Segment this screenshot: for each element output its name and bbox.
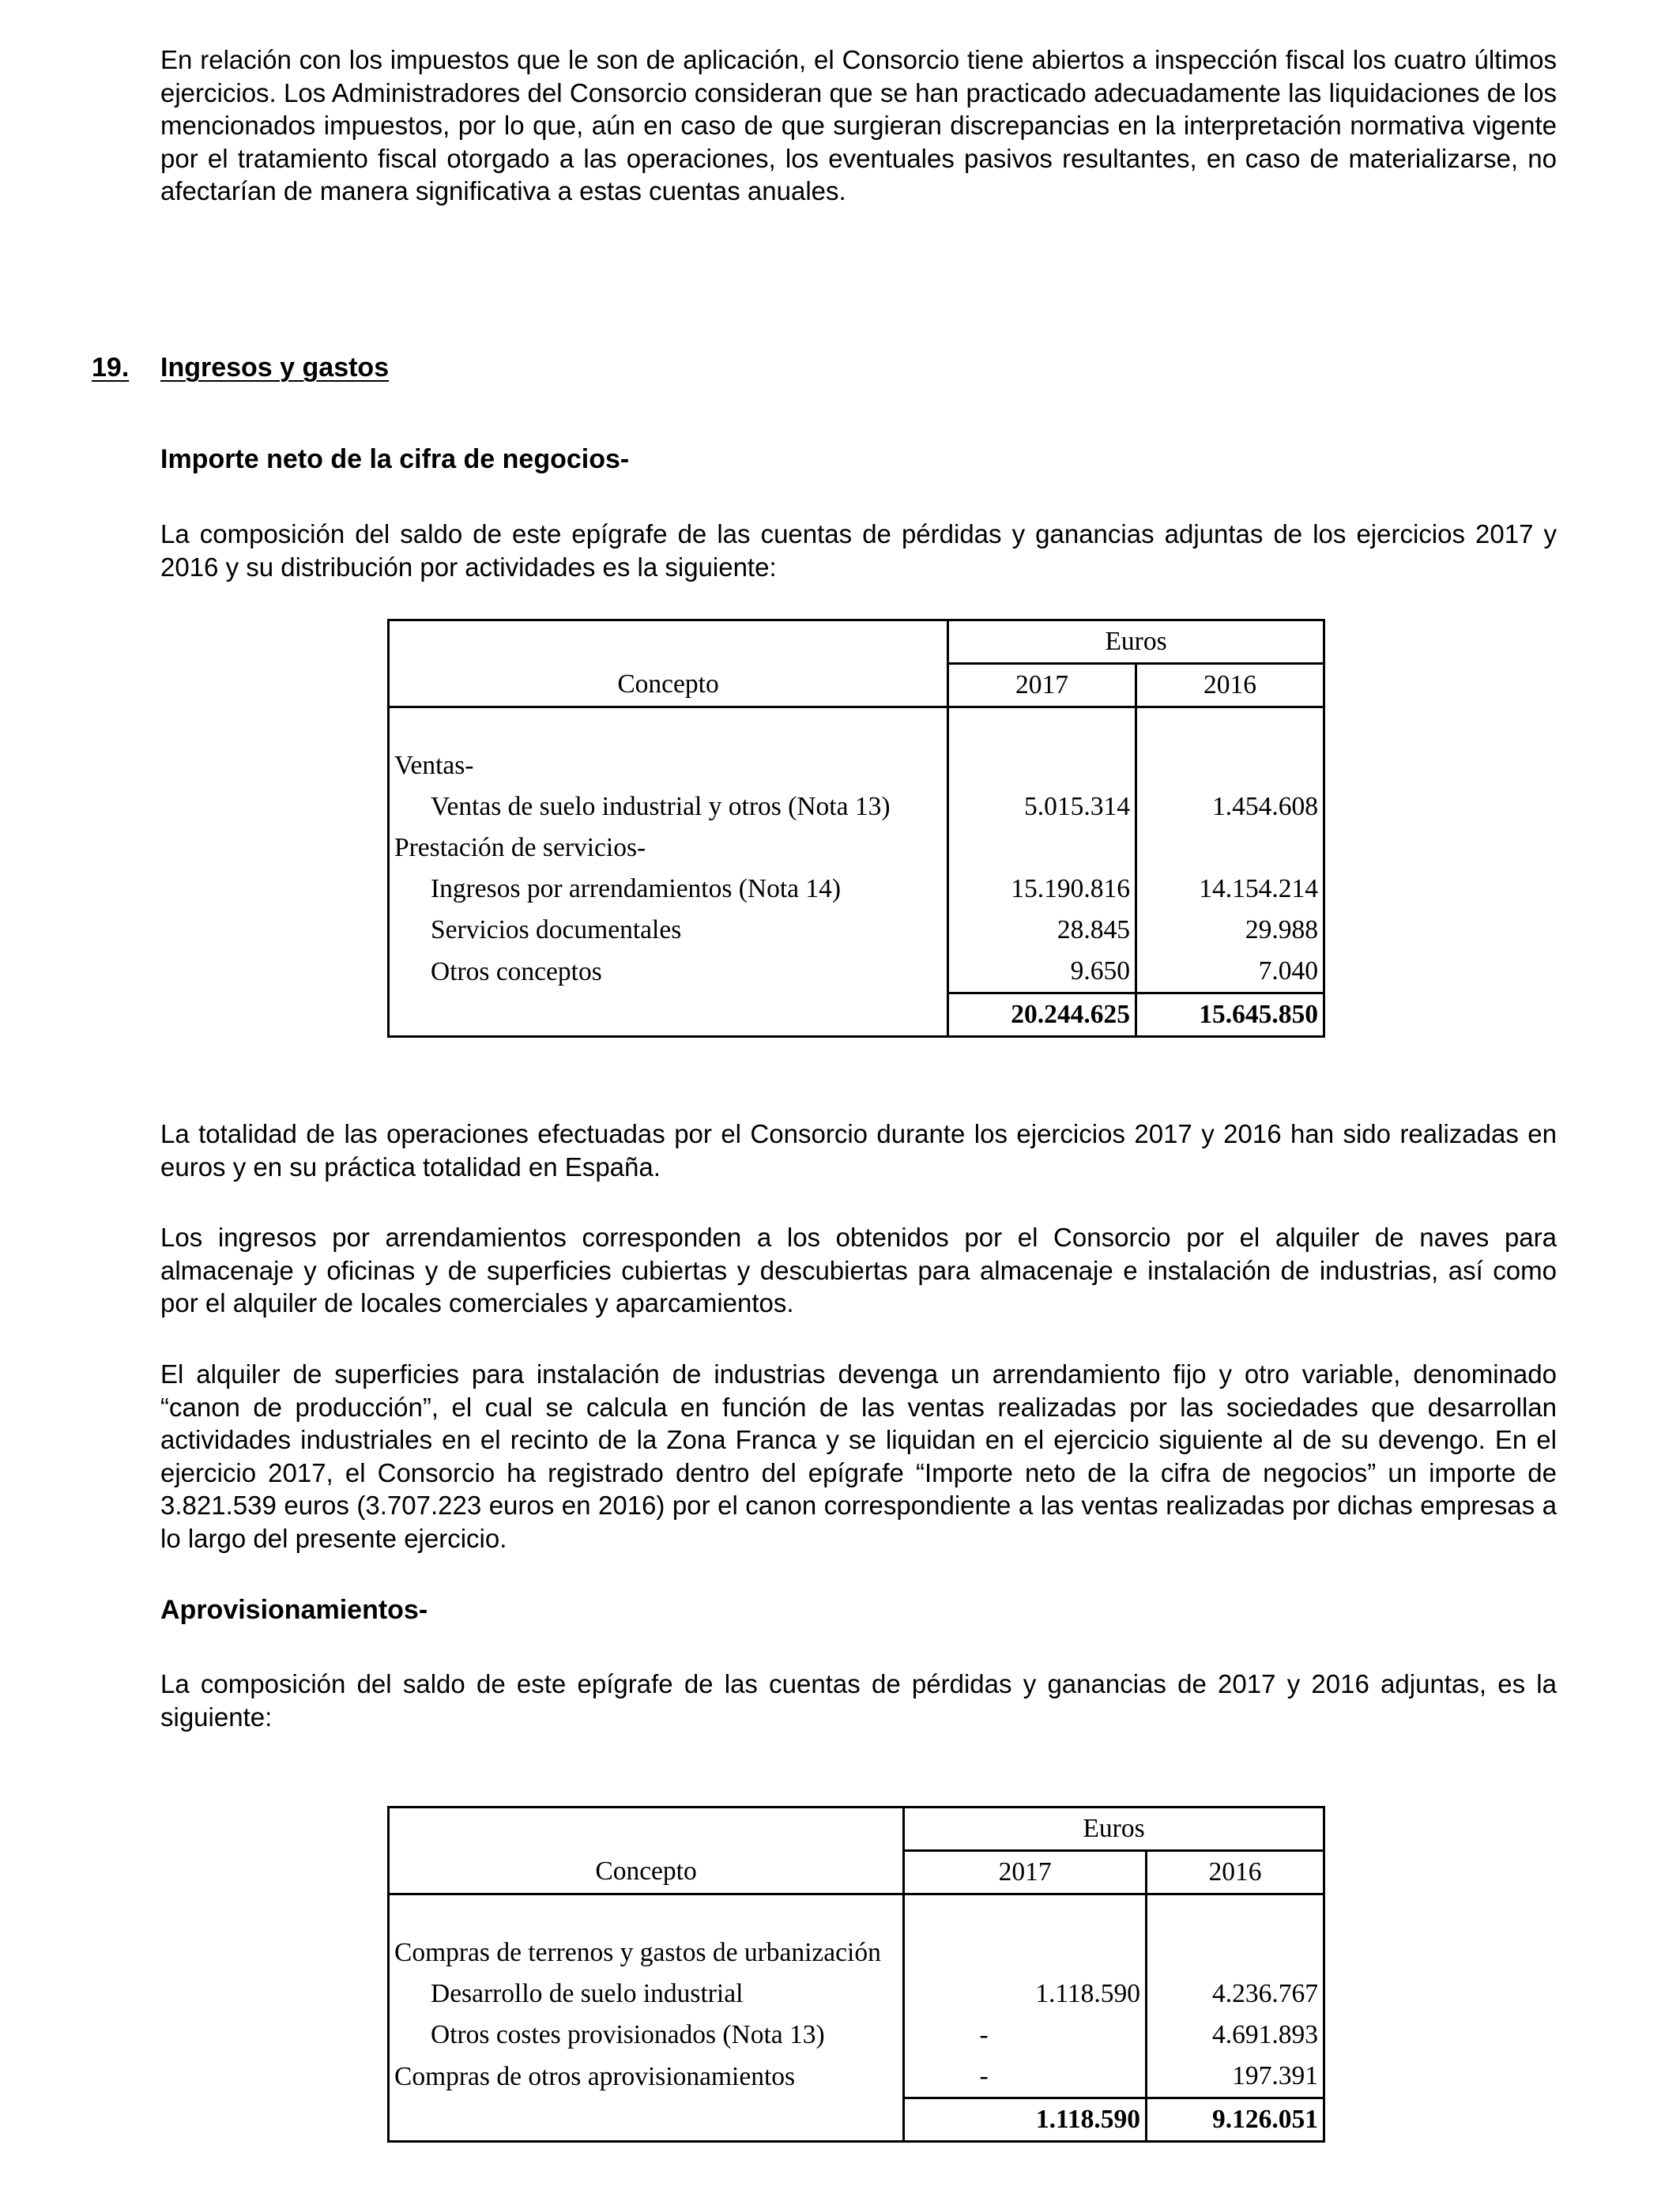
year-2017-header: 2017 — [948, 664, 1136, 707]
currency-header: Euros — [948, 620, 1324, 664]
table-row: Desarrollo de suelo industrial 1.118.590 4.236.767 — [389, 1973, 1324, 2015]
paragraph-lease-income: Los ingresos por arrendamientos corresponden a los obtenidos por el Consorcio por el alquiler de naves para almacenaje y oficinas y de superficies cubiertas y descubiertas para almacenaje e instalación de industrias, así como por el alquiler de locales comerciales y aparcamientos. — [160, 1223, 1557, 1318]
section-number: 19. — [92, 352, 130, 383]
table-row: Ingresos por arrendamientos (Nota 14) 15.190.816 14.154.214 — [389, 869, 1324, 910]
table-total-row — [389, 993, 1324, 1037]
currency-header: Euros — [904, 1808, 1324, 1851]
table-row: Servicios documentales 28.845 29.988 — [389, 910, 1324, 951]
paragraph-production-fee: El alquiler de superficies para instalación de industrias devenga un arrendamiento fijo y otro variable, denominado “canon de producción”, el cual se calcula en función de las ventas realizadas por las sociedades que desarrollan actividades industriales en el recinto de la Zona Franca y se liquidan en el ejercicio siguiente al de su devengo. En el ejercicio 2017, el Consorcio ha registrado dentro del epígrafe “Importe neto de la cifra de negocios” un importe de 3.821.539 euros (3.707.223 euros en 2016) por el canon correspondiente a las ventas realizadas por dichas empresas a lo largo del presente ejercicio. — [160, 1359, 1557, 1553]
table-row: Compras de terrenos y gastos de urbanización — [389, 1932, 1324, 1973]
total-2017: 20.244.625 — [948, 993, 1136, 1037]
supplies-table — [387, 1806, 1325, 2143]
concept-header: Concepto — [389, 664, 948, 707]
year-2016-header: 2016 — [1136, 664, 1324, 707]
year-2016-header: 2016 — [1147, 1851, 1324, 1894]
total-2017: 1.118.590 — [904, 2098, 1147, 2142]
net-revenue-table — [387, 619, 1325, 1038]
paragraph-tax-inspection: En relación con los impuestos que le son de aplicación, el Consorcio tiene abiertos a inspección fiscal los cuatro últimos ejercicios. Los Administradores del Consorcio consideran que se han practicado adecuadamente las liquidaciones de los mencionados impuestos, por lo que, aún en caso de que surgieran discrepancias en la interpretación normativa vigente por el tratamiento fiscal otorgado a las operaciones, los eventuales pasivos resultantes, en caso de materializarse, no afectarían de manera significativa a estas cuentas anuales. — [160, 45, 1557, 205]
subsection-title-supplies: Aprovisionamientos- — [160, 1595, 428, 1625]
table-row: Compras de otros aprovisionamientos - 197.391 — [389, 2056, 1324, 2098]
table-row: Ventas- — [389, 745, 1324, 786]
table-row: Ventas de suelo industrial y otros (Nota 13) 5.015.314 1.454.608 — [389, 786, 1324, 827]
paragraph-supplies-intro: La composición del saldo de este epígrafe de las cuentas de pérdidas y ganancias de 2017 y 2016 adjuntas, es la siguiente: — [160, 1669, 1557, 1732]
paragraph-operations-euros: La totalidad de las operaciones efectuadas por el Consorcio durante los ejercicios 2017 y 2016 han sido realizadas en euros y en su práctica totalidad en España. — [160, 1119, 1557, 1182]
total-2016: 9.126.051 — [1147, 2098, 1324, 2142]
section-title: Ingresos y gastos — [160, 352, 390, 383]
table-total-row — [389, 2098, 1324, 2142]
paragraph-net-revenue-intro: La composición del saldo de este epígrafe de las cuentas de pérdidas y ganancias adjuntas de los ejercicios 2017 y 2016 y su distribución por actividades es la siguiente: — [160, 519, 1557, 582]
table-row: Otros conceptos 9.650 7.040 — [389, 951, 1324, 993]
concept-header: Concepto — [389, 1851, 904, 1894]
total-2016: 15.645.850 — [1136, 993, 1324, 1037]
table-row: Otros costes provisionados (Nota 13) - 4.691.893 — [389, 2015, 1324, 2056]
year-2017-header: 2017 — [904, 1851, 1147, 1894]
subsection-title-net-revenue: Importe neto de la cifra de negocios- — [160, 444, 630, 474]
table-row: Prestación de servicios- — [389, 827, 1324, 869]
